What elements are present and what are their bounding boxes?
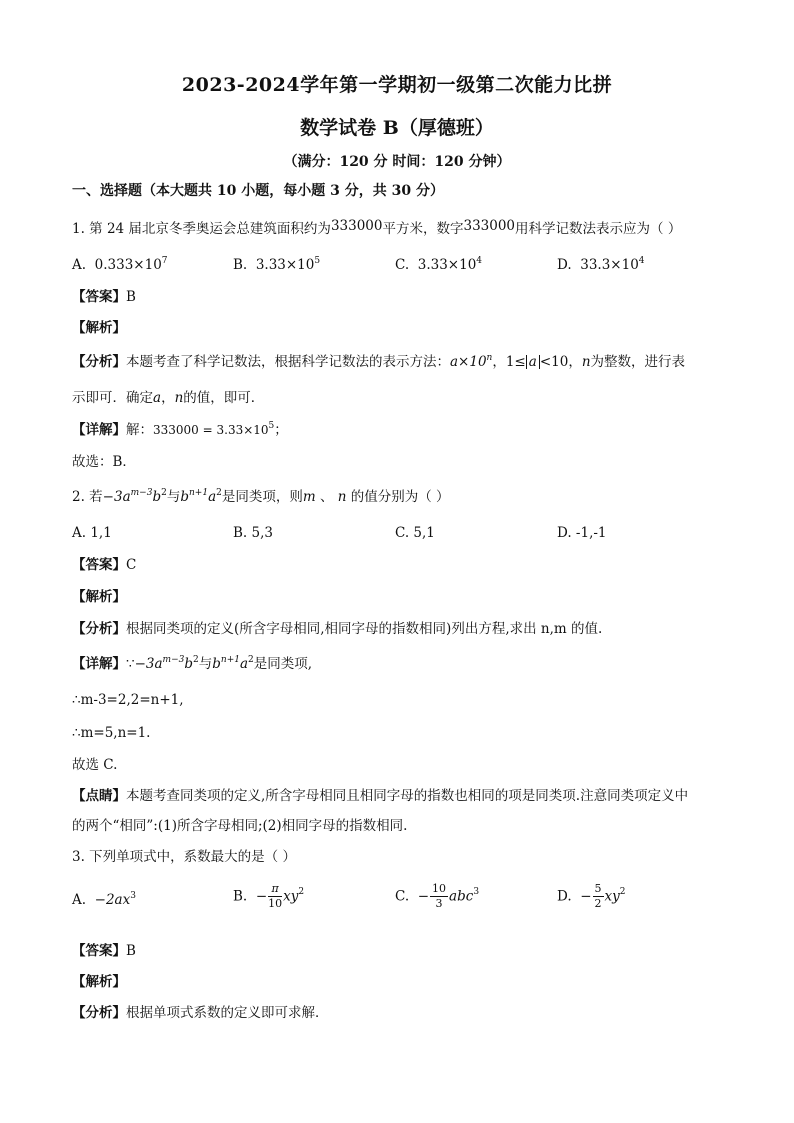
detail-text: 与 [198, 656, 213, 672]
fraction-denominator: 10 [268, 897, 283, 910]
fenxi-text: 示即可．确定 [72, 390, 153, 406]
math-exponent: 2 [161, 488, 167, 498]
option-label: D. [557, 257, 572, 273]
option-value: 0.333×10 [94, 257, 162, 273]
answer-value: B [126, 289, 136, 305]
q1-detail [72, 420, 288, 440]
fraction-denominator: 3 [435, 897, 443, 910]
option-value: 3.33×10 [255, 257, 315, 273]
option-label: D. [557, 888, 572, 905]
option-exponent: 2 [298, 887, 305, 897]
fraction [430, 882, 448, 911]
option-label: B. [233, 888, 248, 905]
q3-jiexi: 【解析】 [72, 974, 126, 990]
q2-answer [72, 555, 136, 575]
math-term: b [152, 489, 162, 505]
math-var: n [174, 390, 184, 406]
detail-text: 解： [126, 422, 153, 438]
math-term: a [239, 656, 249, 672]
answer-tag: 【答案】 [72, 289, 126, 305]
math-exponent: 2 [248, 655, 254, 665]
math-term: −3a [134, 656, 163, 672]
option-value: 3.33×10 [417, 257, 477, 273]
option-label: A. [72, 892, 87, 908]
fraction-numerator: π [268, 882, 282, 897]
q3-stem: 3. 下列单项式中，系数最大的是（ ） [72, 849, 296, 865]
fenxi-text: 为整数，进行表 [590, 354, 686, 370]
q1-option-a [72, 257, 168, 273]
minus-sign: − [580, 888, 592, 905]
option-expr: abc [449, 888, 474, 905]
math-term: b [184, 656, 194, 672]
fenxi-text: ， [161, 390, 175, 406]
math-var: m [302, 489, 316, 505]
math-expr: 1≤ [505, 354, 526, 370]
answer-value: C [126, 557, 137, 573]
q1-answer [72, 287, 136, 307]
math-term: b [180, 489, 189, 505]
q1-option-b [233, 257, 320, 273]
minus-sign: − [417, 888, 430, 905]
math-term: a [208, 489, 217, 505]
q2-stem-text: 的值分别为（ ） [346, 489, 450, 505]
fenxi-tag: 【分析】 [72, 354, 126, 370]
fraction [593, 882, 604, 911]
fenxi-tag: 【分析】 [72, 621, 126, 637]
q1-option-c [395, 257, 482, 273]
answer-tag: 【答案】 [72, 943, 126, 959]
detail-text: 是同类项, [253, 656, 313, 672]
fenxi-tag: 【分析】 [72, 1005, 126, 1021]
exam-subtitle: 数学试卷 B（厚德班） [300, 117, 494, 139]
option-label: B. [233, 257, 248, 273]
option-exponent: 4 [638, 256, 645, 266]
q2-option-b: B. 5,3 [233, 525, 273, 541]
fenxi-text: 的值，即可． [183, 390, 265, 406]
q1-number: 333000 [463, 218, 516, 234]
detail-tag: 【详解】 [72, 422, 126, 438]
q1-option-d [557, 257, 645, 273]
q1-fenxi [72, 352, 685, 372]
math-exponent: n+1 [220, 655, 240, 665]
option-value: 33.3×10 [580, 257, 639, 273]
option-expr: xy [604, 888, 620, 905]
fenxi-text: 根据同类项的定义(所含字母相同,相同字母的指数相同)列出方程,求出 n,m 的值. [126, 621, 603, 637]
q3-option-a [72, 892, 136, 908]
option-exponent: 2 [619, 887, 626, 897]
math-exponent: 2 [193, 655, 199, 665]
option-exponent: 7 [161, 256, 168, 266]
fenxi-text: ， [568, 354, 582, 370]
q2-fenxi [72, 619, 602, 639]
answer-value: B [126, 943, 136, 959]
option-label: C. [395, 888, 410, 905]
q1-stem-text: 1. 第 24 届北京冬季奥运会总建筑面积约为 [72, 221, 331, 237]
q3-option-d [557, 882, 626, 911]
option-exponent: 5 [314, 256, 321, 266]
q2-option-d: D. -1,-1 [557, 525, 607, 541]
q1-conclusion: 故选：B． [72, 454, 136, 470]
q1-number: 333000 [330, 218, 383, 234]
option-exponent: 4 [476, 256, 483, 266]
fenxi-text: 本题考查了科学记数法，根据科学记数法的表示方法： [126, 354, 450, 370]
q2-stem [72, 487, 450, 507]
q2-stem-text: 、 [315, 489, 338, 505]
detail-tag: 【详解】 [72, 656, 126, 672]
dianjing-tag: 【点睛】 [72, 788, 126, 804]
q3-fenxi [72, 1003, 329, 1023]
q2-dianjing-cont: 的两个“相同”:(1)所含字母相同;(2)相同字母的指数相同. [72, 818, 408, 834]
fenxi-text: ， [492, 354, 506, 370]
q2-dianjing [72, 786, 688, 806]
q2-step-2: ∴m=5,n=1. [72, 725, 151, 741]
fraction [268, 882, 282, 911]
math-term: b [212, 656, 221, 672]
fraction-denominator: 2 [594, 897, 602, 910]
q2-stem-text: 是同类项，则 [221, 489, 303, 505]
option-label: A. [72, 257, 87, 273]
math-expr: a×10 [450, 354, 487, 370]
option-expr: xy [283, 888, 299, 905]
math-var: a [153, 390, 162, 406]
option-label: C. [395, 257, 410, 273]
section-heading: 一、选择题（本大题共 10 小题，每小题 3 分，共 30 分） [72, 183, 444, 199]
math-exponent: n [486, 353, 493, 363]
q3-answer [72, 941, 136, 961]
option-exponent: 3 [473, 887, 480, 897]
q2-detail [72, 654, 312, 674]
q2-jiexi: 【解析】 [72, 589, 126, 605]
math-term: −3a [102, 489, 131, 505]
q2-stem-text: 与 [166, 489, 181, 505]
math-expr: <10 [539, 354, 569, 370]
math-var: n [581, 354, 591, 370]
q2-option-a: A. 1,1 [72, 525, 112, 541]
fraction-numerator: 10 [432, 882, 447, 895]
q2-stem-text: 2. 若 [72, 489, 103, 505]
q2-option-c: C. 5,1 [395, 525, 435, 541]
math-exponent: 2 [216, 488, 222, 498]
fenxi-text: 根据单项式系数的定义即可求解． [126, 1005, 329, 1021]
q1-stem [72, 219, 681, 239]
abs-value: a [526, 355, 540, 369]
math-expr: 333000 = 3.33×10 [153, 423, 269, 437]
option-exponent: 3 [130, 891, 136, 901]
option-expr: −2ax [94, 892, 131, 908]
q3-option-b [233, 882, 304, 911]
math-exponent: n+1 [188, 488, 209, 498]
exam-meta: （满分：120 分 时间：120 分钟） [283, 154, 511, 170]
minus-sign: − [255, 888, 268, 905]
math-exponent: m−3 [130, 488, 153, 498]
answer-tag: 【答案】 [72, 557, 126, 573]
fraction-numerator: 5 [594, 882, 602, 895]
exam-title: 2023-2024学年第一学期初一级第二次能力比拼 [181, 74, 613, 96]
math-exponent: m−3 [162, 655, 185, 665]
q1-stem-text: 用科学记数法表示应为（ ） [515, 221, 682, 237]
q2-step-1: ∴m-3=2,2=n+1, [72, 692, 184, 708]
q2-conclusion: 故选 C. [72, 757, 118, 773]
dianjing-text: 本题考查同类项的定义,所含字母相同且相同字母的指数也相同的项是同类项.注意同类项定义中 [126, 788, 689, 804]
q1-jiexi: 【解析】 [72, 320, 126, 336]
detail-text: ； [274, 422, 288, 438]
math-exponent: 5 [268, 421, 275, 431]
q3-option-c [395, 882, 479, 911]
math-var: n [337, 489, 347, 505]
q1-stem-text: 平方米，数字 [382, 221, 464, 237]
q1-fenxi-cont [72, 388, 264, 408]
detail-text: ∵ [126, 656, 135, 672]
